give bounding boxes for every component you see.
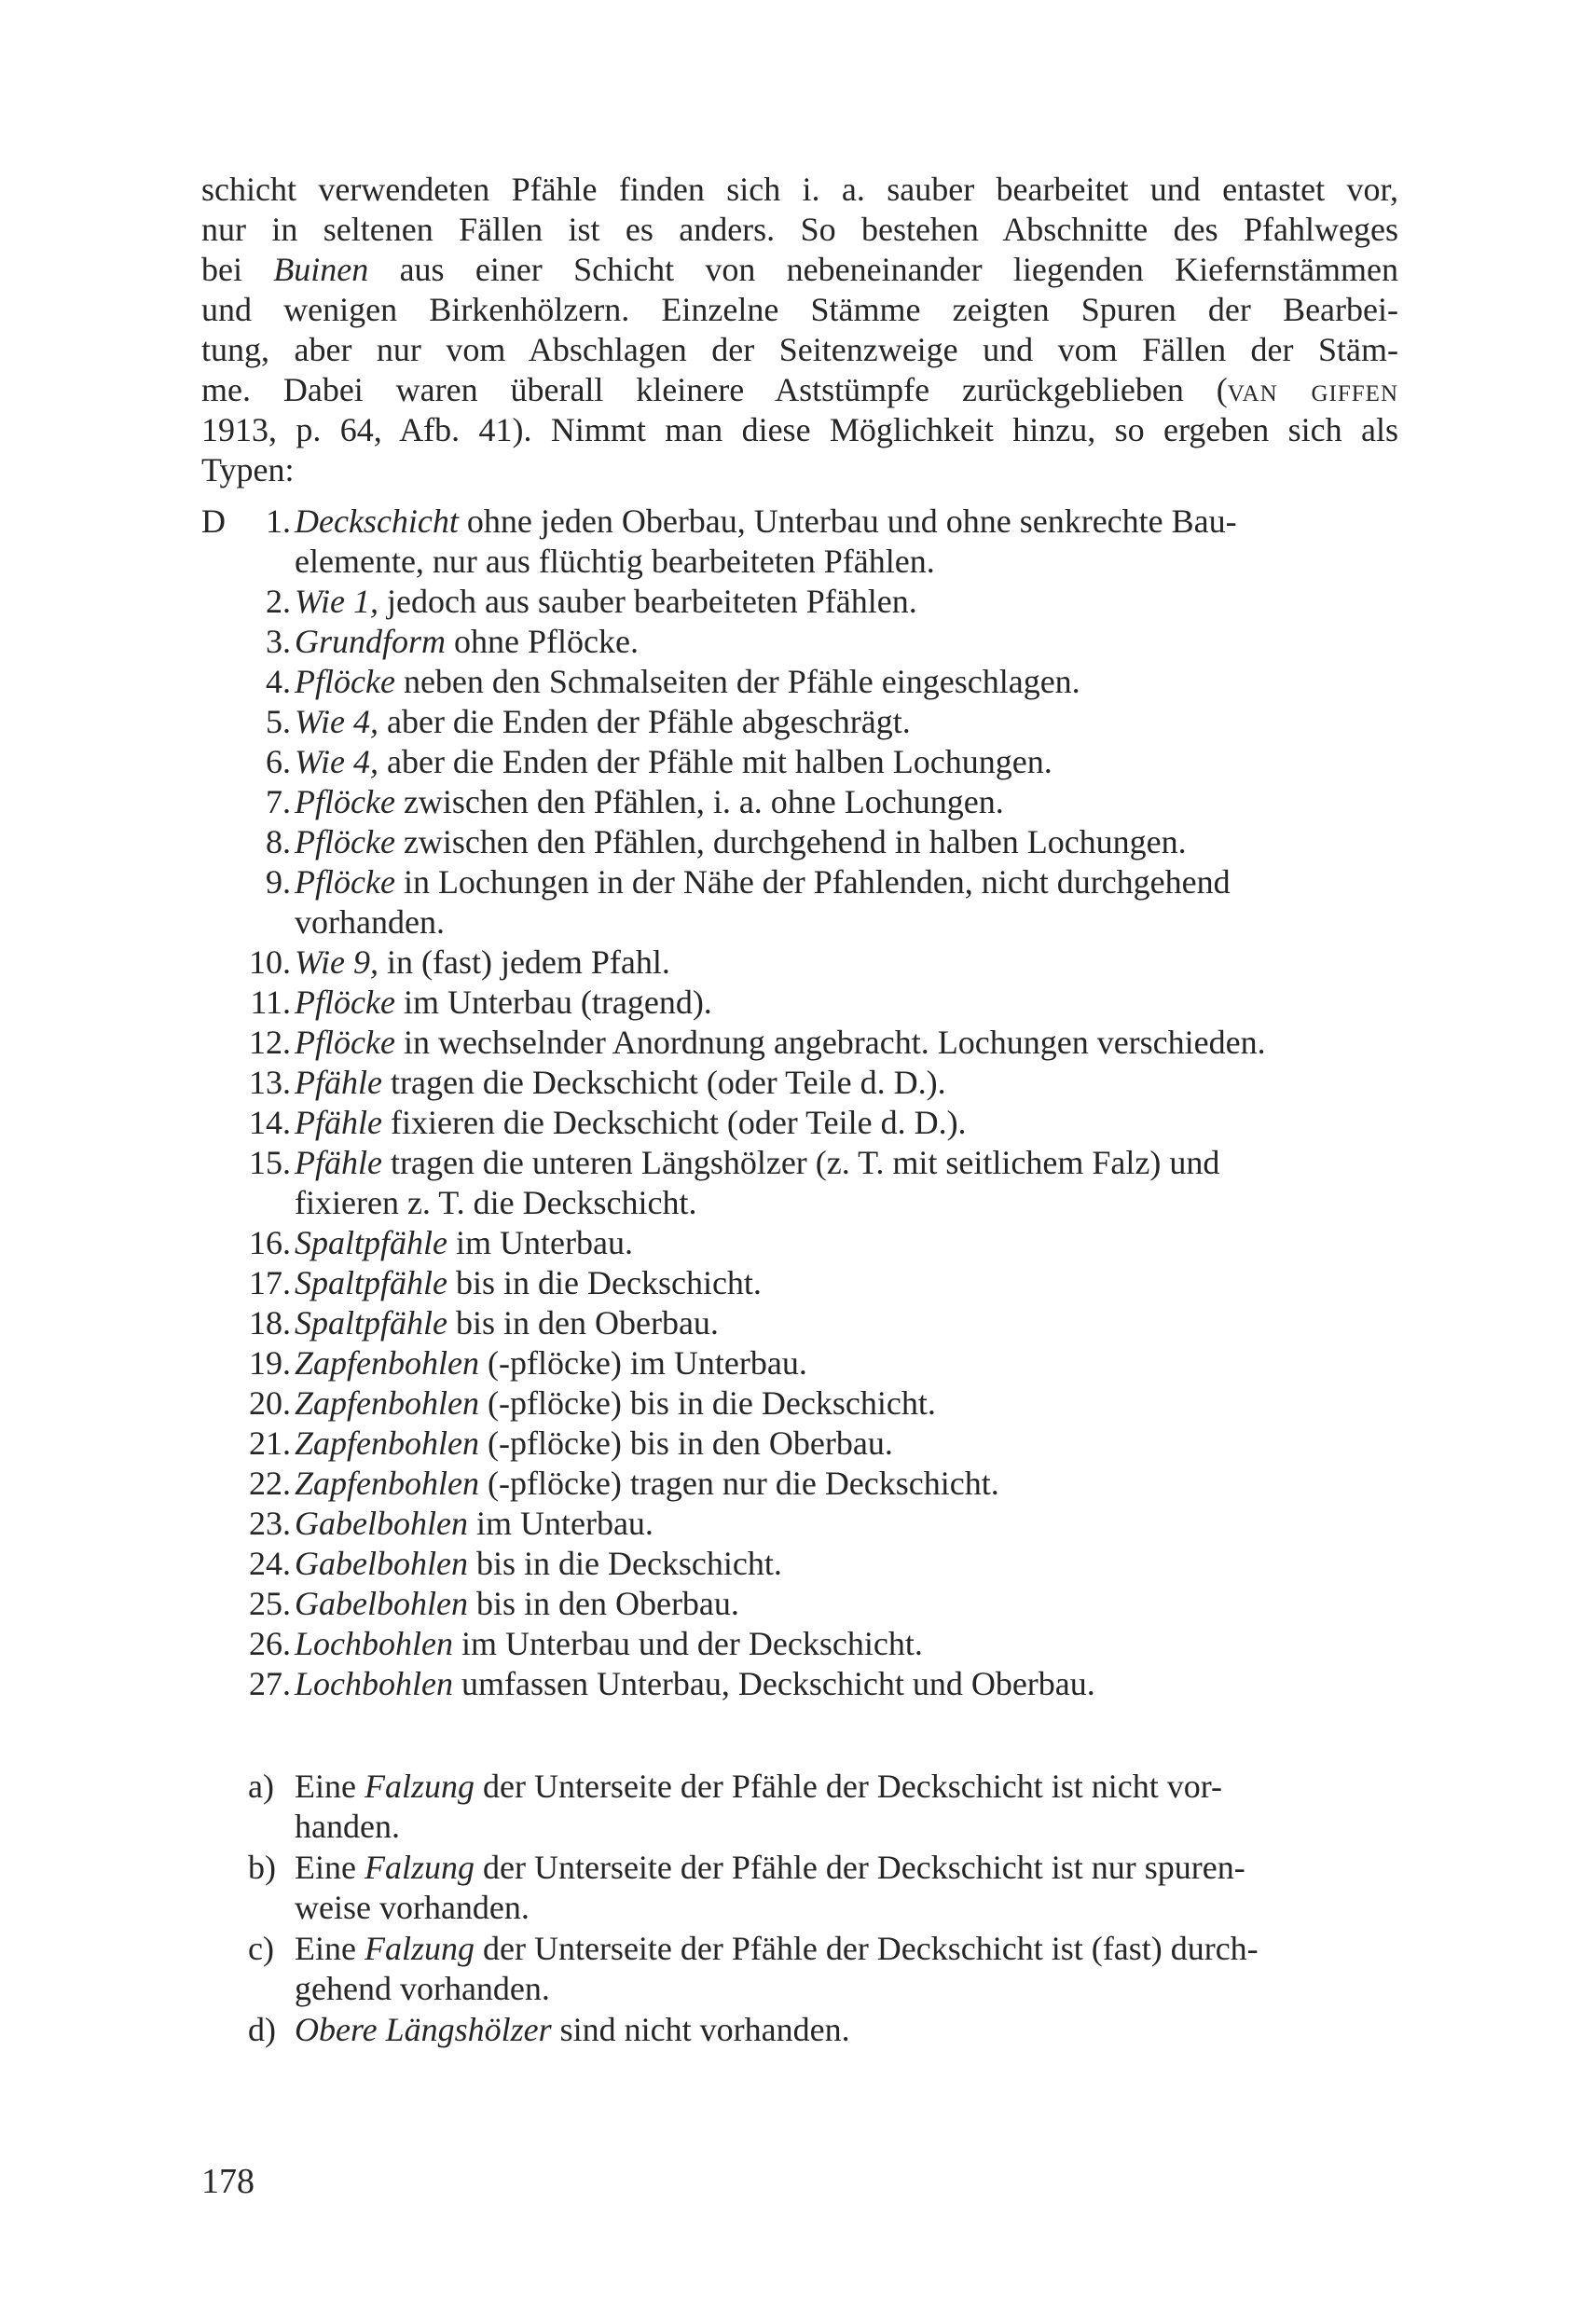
- item-number: 5.: [266, 703, 291, 740]
- item-keyword: Lochbohlen: [295, 1665, 453, 1702]
- item-number: 12.: [249, 1024, 291, 1061]
- note-description: der Unterseite der Pfähle der Deckschicht ist nur spuren-: [475, 1849, 1245, 1886]
- item-number: 15.: [249, 1144, 291, 1181]
- item-first-line: [295, 1343, 1398, 1383]
- item-number: 19.: [249, 1344, 291, 1382]
- item-description: bis in die Deckschicht.: [467, 1545, 782, 1582]
- note-prefix: Eine: [295, 1768, 365, 1805]
- note-description: sind nicht vorhanden.: [551, 2011, 850, 2048]
- note-continuation: gehend vorhanden.: [295, 1970, 550, 2007]
- list-item: [201, 1023, 1398, 1063]
- item-first-line: [295, 862, 1398, 902]
- item-text: [295, 1664, 1398, 1704]
- item-text: [295, 1063, 1398, 1103]
- list-item: [201, 1504, 1398, 1544]
- note-continuation: weise vorhanden.: [295, 1889, 530, 1926]
- item-text: [295, 1464, 1398, 1504]
- item-first-line: [295, 662, 1398, 702]
- item-number: 27.: [249, 1665, 291, 1702]
- item-text: [295, 943, 1398, 983]
- item-first-line: [295, 782, 1398, 822]
- item-first-line: [295, 1544, 1398, 1584]
- series-label: D: [201, 502, 226, 540]
- item-keyword: Pflöcke: [295, 783, 395, 820]
- item-keyword: Pflöcke: [295, 984, 395, 1021]
- list-item: [201, 1544, 1398, 1584]
- list-item: [201, 1143, 1398, 1223]
- item-keyword: Gabelbohlen: [295, 1505, 468, 1542]
- item-description: jedoch aus sauber bearbeiteten Pfählen.: [378, 583, 917, 620]
- list-item: [201, 1343, 1398, 1383]
- text-line: [201, 370, 1398, 410]
- place-name: Buinen: [273, 251, 369, 288]
- item-first-line: [295, 702, 1398, 742]
- item-first-line: [295, 1023, 1398, 1063]
- text-fragment: me. Dabei waren überall kleinere Aststümpfe zurückgeblieben (: [201, 371, 1228, 408]
- note-continuation: handen.: [295, 1808, 400, 1845]
- item-description: im Unterbau.: [467, 1505, 654, 1542]
- note-item: [201, 1929, 1398, 2009]
- list-item: [201, 502, 1398, 582]
- item-keyword: Zapfenbohlen: [295, 1384, 479, 1422]
- note-keyword: Falzung: [364, 1930, 475, 1967]
- note-label: d): [248, 2011, 276, 2048]
- note-item: [201, 1848, 1398, 1928]
- item-keyword: Grundform: [295, 623, 447, 660]
- item-text: [295, 1103, 1398, 1143]
- item-keyword: Pfähle: [295, 1104, 382, 1141]
- list-item: [201, 782, 1398, 822]
- text-line: [201, 250, 1398, 290]
- item-first-line: [295, 1303, 1398, 1343]
- item-number: 18.: [249, 1304, 291, 1342]
- note-first-line: [295, 2010, 1398, 2050]
- item-text: [295, 622, 1398, 662]
- item-first-line: [295, 742, 1398, 782]
- item-text: [295, 742, 1398, 782]
- item-keyword: Pflöcke: [295, 663, 395, 700]
- list-item: [201, 1223, 1398, 1263]
- item-number: 10.: [249, 943, 291, 981]
- list-item: [201, 742, 1398, 782]
- list-item: [201, 1464, 1398, 1504]
- list-item: [201, 1303, 1398, 1343]
- item-text: [295, 1584, 1398, 1624]
- note-keyword: Falzung: [364, 1768, 475, 1805]
- item-continuation: fixieren z. T. die Deckschicht.: [295, 1184, 697, 1221]
- item-description: fixieren die Deckschicht (oder Teile d. D.).: [381, 1104, 967, 1141]
- item-number: 20.: [249, 1384, 291, 1422]
- item-description: umfassen Unterbau, Deckschicht und Oberbau.: [452, 1665, 1095, 1702]
- item-keyword: Pflöcke: [295, 863, 395, 901]
- item-number: 2.: [266, 583, 291, 620]
- item-description: im Unterbau (tragend).: [394, 984, 712, 1021]
- item-keyword: Gabelbohlen: [295, 1585, 468, 1622]
- list-item: [201, 622, 1398, 662]
- item-description: bis in den Oberbau.: [467, 1585, 739, 1622]
- text-line: tung, aber nur vom Abschlagen der Seitenzweige und vom Fällen der Stäm-: [201, 331, 1398, 368]
- item-keyword: Zapfenbohlen: [295, 1344, 479, 1382]
- item-first-line: [295, 1063, 1398, 1103]
- item-text: [295, 1263, 1398, 1303]
- list-item: [201, 702, 1398, 742]
- item-description: bis in den Oberbau.: [447, 1304, 719, 1342]
- citation-author: van giffen: [1227, 371, 1399, 408]
- item-number: 23.: [249, 1505, 291, 1542]
- note-description: der Unterseite der Pfähle der Deckschicht ist nicht vor-: [475, 1768, 1222, 1805]
- item-description: zwischen den Pfählen, i. a. ohne Lochungen.: [394, 783, 1004, 820]
- item-description: (-pflöcke) bis in die Deckschicht.: [478, 1384, 936, 1422]
- list-item: [201, 582, 1398, 622]
- item-text: [295, 1303, 1398, 1343]
- item-keyword: Pfähle: [295, 1144, 382, 1181]
- item-continuation: vorhanden.: [295, 903, 445, 941]
- text-line: schicht verwendeten Pfähle finden sich i. a. sauber bearbeitet und entastet vor,: [201, 171, 1398, 208]
- item-text: [295, 1143, 1398, 1223]
- note-text: [295, 1767, 1398, 1847]
- item-description: neben den Schmalseiten der Pfähle eingeschlagen.: [394, 663, 1080, 700]
- item-first-line: [295, 1223, 1398, 1263]
- item-text: [295, 822, 1398, 862]
- note-prefix: Eine: [295, 1930, 365, 1967]
- item-text: [295, 1343, 1398, 1383]
- item-first-line: [295, 502, 1398, 542]
- item-keyword: Pflöcke: [295, 1024, 395, 1061]
- item-first-line: [295, 1624, 1398, 1664]
- item-keyword: Pfähle: [295, 1064, 382, 1101]
- item-text: [295, 1624, 1398, 1664]
- item-description: ohne Pflöcke.: [446, 623, 639, 660]
- item-keyword: Zapfenbohlen: [295, 1424, 479, 1462]
- item-text: [295, 782, 1398, 822]
- item-text: [295, 502, 1398, 582]
- item-number: 14.: [249, 1104, 291, 1141]
- item-first-line: [295, 1263, 1398, 1303]
- text-line: 1913, p. 64, Afb. 41). Nimmt man diese Möglichkeit hinzu, so ergeben sich als: [201, 411, 1398, 448]
- note-label: a): [248, 1768, 274, 1805]
- item-keyword: Pflöcke: [295, 823, 395, 860]
- item-keyword: Spaltpfähle: [295, 1224, 447, 1261]
- list-item: [201, 1263, 1398, 1303]
- item-number: 16.: [249, 1224, 291, 1261]
- note-first-line: [295, 1929, 1398, 1969]
- item-number: 17.: [249, 1264, 291, 1301]
- item-number: 13.: [249, 1064, 291, 1101]
- item-text: [295, 1023, 1398, 1063]
- item-text: [295, 983, 1398, 1023]
- item-number: 9.: [266, 863, 291, 901]
- item-first-line: [295, 1504, 1398, 1544]
- item-first-line: [295, 822, 1398, 862]
- item-keyword: Spaltpfähle: [295, 1304, 447, 1342]
- list-item: [201, 1664, 1398, 1704]
- item-description: (-pflöcke) tragen nur die Deckschicht.: [478, 1465, 999, 1502]
- list-item: [201, 1584, 1398, 1624]
- item-first-line: [295, 1424, 1398, 1464]
- note-prefix: Eine: [295, 1849, 365, 1886]
- item-description: in (fast) jedem Pfahl.: [378, 943, 670, 981]
- item-description: aber die Enden der Pfähle abgeschrägt.: [378, 703, 911, 740]
- item-description: (-pflöcke) im Unterbau.: [478, 1344, 807, 1382]
- item-text: [295, 702, 1398, 742]
- note-keyword: Falzung: [364, 1849, 475, 1886]
- note-text: [295, 1929, 1398, 2009]
- item-text: [295, 862, 1398, 943]
- list-item: [201, 1624, 1398, 1664]
- note-description: der Unterseite der Pfähle der Deckschicht ist (fast) durch-: [475, 1930, 1259, 1967]
- item-number: 11.: [250, 984, 291, 1021]
- note-first-line: [295, 1848, 1398, 1888]
- note-item: [201, 2010, 1398, 2050]
- item-keyword: Wie 9,: [295, 943, 378, 981]
- item-description: (-pflöcke) bis in den Oberbau.: [478, 1424, 893, 1462]
- item-first-line: [295, 622, 1398, 662]
- item-keyword: Spaltpfähle: [295, 1264, 447, 1301]
- item-number: 8.: [266, 823, 291, 860]
- item-description: im Unterbau.: [447, 1224, 633, 1261]
- item-text: [295, 582, 1398, 622]
- item-description: ohne jeden Oberbau, Unterbau und ohne senkrechte Bau-: [458, 502, 1237, 540]
- item-number: 21.: [249, 1424, 291, 1462]
- item-description: zwischen den Pfählen, durchgehend in halben Lochungen.: [394, 823, 1187, 860]
- item-number: 25.: [249, 1585, 291, 1622]
- item-keyword: Wie 4,: [295, 743, 378, 780]
- note-item: [201, 1767, 1398, 1847]
- list-item: [201, 943, 1398, 983]
- item-number: 6.: [266, 743, 291, 780]
- note-label: b): [248, 1849, 276, 1886]
- item-description: tragen die Deckschicht (oder Teile d. D.).: [381, 1064, 946, 1101]
- item-first-line: [295, 1143, 1398, 1183]
- item-description: in wechselnder Anordnung angebracht. Lochungen verschieden.: [394, 1024, 1266, 1061]
- item-description: tragen die unteren Längshölzer (z. T. mit seitlichem Falz) und: [381, 1144, 1220, 1181]
- item-keyword: Zapfenbohlen: [295, 1465, 479, 1502]
- item-description: bis in die Deckschicht.: [447, 1264, 762, 1301]
- list-item: [201, 1383, 1398, 1424]
- item-continuation: elemente, nur aus flüchtig bearbeiteten Pfählen.: [295, 543, 935, 580]
- item-text: [295, 1544, 1398, 1584]
- list-item: [201, 662, 1398, 702]
- item-keyword: Lochbohlen: [295, 1625, 453, 1662]
- text-line: Typen:: [201, 451, 295, 489]
- note-text: [295, 1848, 1398, 1928]
- item-first-line: [295, 1584, 1398, 1624]
- item-description: im Unterbau und der Deckschicht.: [452, 1625, 923, 1662]
- note-keyword: Obere Längshölzer: [295, 2011, 552, 2048]
- text-line: und wenigen Birkenhölzern. Einzelne Stämme zeigten Spuren der Bearbei-: [201, 291, 1398, 328]
- item-keyword: Gabelbohlen: [295, 1545, 468, 1582]
- list-item: [201, 983, 1398, 1023]
- item-description: aber die Enden der Pfähle mit halben Lochungen.: [378, 743, 1053, 780]
- item-first-line: [295, 983, 1398, 1023]
- note-first-line: [295, 1767, 1398, 1807]
- item-number: 26.: [249, 1625, 291, 1662]
- intro-paragraph: [201, 170, 1398, 490]
- text-fragment: aus einer Schicht von nebeneinander liegenden Kiefernstämmen: [368, 251, 1398, 288]
- text-line: nur in seltenen Fällen ist es anders. So bestehen Abschnitte des Pfahlweges: [201, 211, 1398, 248]
- item-text: [295, 1223, 1398, 1263]
- item-number: 3.: [266, 623, 291, 660]
- item-keyword: Wie 4,: [295, 703, 378, 740]
- item-keyword: Wie 1,: [295, 583, 378, 620]
- item-first-line: [295, 943, 1398, 983]
- list-item: [201, 1103, 1398, 1143]
- item-keyword: Deckschicht: [295, 502, 459, 540]
- item-first-line: [295, 1103, 1398, 1143]
- item-number: 7.: [266, 783, 291, 820]
- note-text: [295, 2010, 1398, 2050]
- item-text: [295, 662, 1398, 702]
- page-number: 178: [201, 2162, 255, 2201]
- list-item: [201, 1063, 1398, 1103]
- item-first-line: [295, 1464, 1398, 1504]
- text-fragment: bei: [201, 251, 274, 288]
- list-item: [201, 862, 1398, 943]
- type-list: [201, 502, 1398, 1704]
- item-text: [295, 1504, 1398, 1544]
- item-text: [295, 1383, 1398, 1424]
- item-description: in Lochungen in der Nähe der Pfahlenden, nicht durchgehend: [394, 863, 1231, 901]
- list-item: [201, 1424, 1398, 1464]
- list-item: [201, 822, 1398, 862]
- item-text: [295, 1424, 1398, 1464]
- item-number: 22.: [249, 1465, 291, 1502]
- note-label: c): [248, 1930, 274, 1967]
- item-number: 24.: [249, 1545, 291, 1582]
- item-first-line: [295, 582, 1398, 622]
- item-number: 4.: [266, 663, 291, 700]
- item-first-line: [295, 1383, 1398, 1424]
- item-number: 1.: [266, 502, 291, 540]
- item-first-line: [295, 1664, 1398, 1704]
- notes-list: [201, 1767, 1398, 2051]
